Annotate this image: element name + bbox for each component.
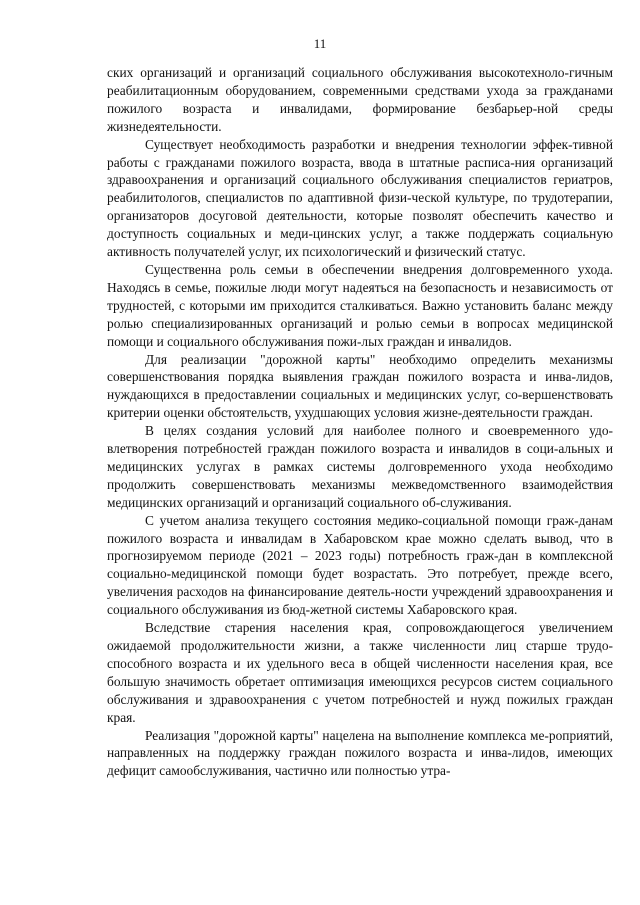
paragraph-6: С учетом анализа текущего состояния медико-социальной помощи граж-данам пожилого возраста и инвалидам в Хабаровском крае можно сделать вывод, что в прогнозируемом периоде (2021 – 2023 годы) потребность граж-дан в комплексной социально-медицинской помощи будет возрастать. Это потребует, прежде всего, увеличения расходов на финансирование деятель-ности учреждений здравоохранения и социального обслуживания из бюд-жетной системы Хабаровского края. xyxy=(107,512,613,618)
body-text xyxy=(107,64,613,780)
page-number: 11 xyxy=(313,36,327,51)
paragraph-4: Для реализации "дорожной карты" необходимо определить механизмы совершенствования порядка выявления граждан пожилого возраста и инва-лидов, нуждающихся в предоставлении социальных и медицинских услуг, со-вершенствовать критерии оценки обстоятельств, ухудшающих условия жизне-деятельности граждан. xyxy=(107,351,613,421)
paragraph-7: Вследствие старения населения края, сопровождающегося увеличением ожидаемой продолжительности жизни, а также численности лиц старше трудо-способного возраста и их удельного веса в общей численности населения края, все большую значимость обретает оптимизация имеющихся ресурсов систем социального обслуживания и здравоохранения с учетом потребностей и нужд пожилых граждан края. xyxy=(107,620,613,725)
paragraph-1: ских организаций и организаций социального обслуживания высокотехноло-гичным реабилитационным оборудованием, современными средствами ухода за гражданами пожилого возраста и инвалидами, формирование безбарьер-ной среды жизнедеятельности. xyxy=(107,65,613,134)
paragraph-3: Существенна роль семьи в обеспечении внедрения долговременного ухода. Находясь в семье, пожилые люди могут надеяться на безопасность и независимость от трудностей, с которыми им приходится сталкиваться. Важно установить баланс между ролью специализированных организаций и ролью семьи в вопросах медицинской помощи и социального обслуживания пожи-лых граждан и инвалидов. xyxy=(107,261,613,349)
paragraph-2: Существует необходимость разработки и внедрения технологии эффек-тивной работы с гражданами пожилого возраста, ввода в штатные расписа-ния организаций здравоохранения и организаций социального обслуживания специалистов гериатров, реабилитологов, специалистов по адаптивной физи-ческой культуре, по трудотерапии, организаторов досуговой деятельности, которые позволят обеспечить качество и доступность социальных и меди-цинских услуг, а также поддержать социальную активность получателей услуг, их психологический и физический статус. xyxy=(107,136,613,260)
paragraph-8: Реализация "дорожной карты" нацелена на выполнение комплекса ме-роприятий, направленных на поддержку граждан пожилого возраста и инва-лидов, имеющих дефицит самообслуживания, частично или полностью утра- xyxy=(107,727,613,779)
paragraph-5: В целях создания условий для наиболее полного и своевременного удо-влетворения потребностей граждан пожилого возраста и инвалидов в соци-альных и медицинских услугах в рамках системы долговременного ухода необходимо продолжить совершенствовать механизмы межведомственного взаимодействия медицинских организаций и организаций социального об-служивания. xyxy=(107,423,613,510)
